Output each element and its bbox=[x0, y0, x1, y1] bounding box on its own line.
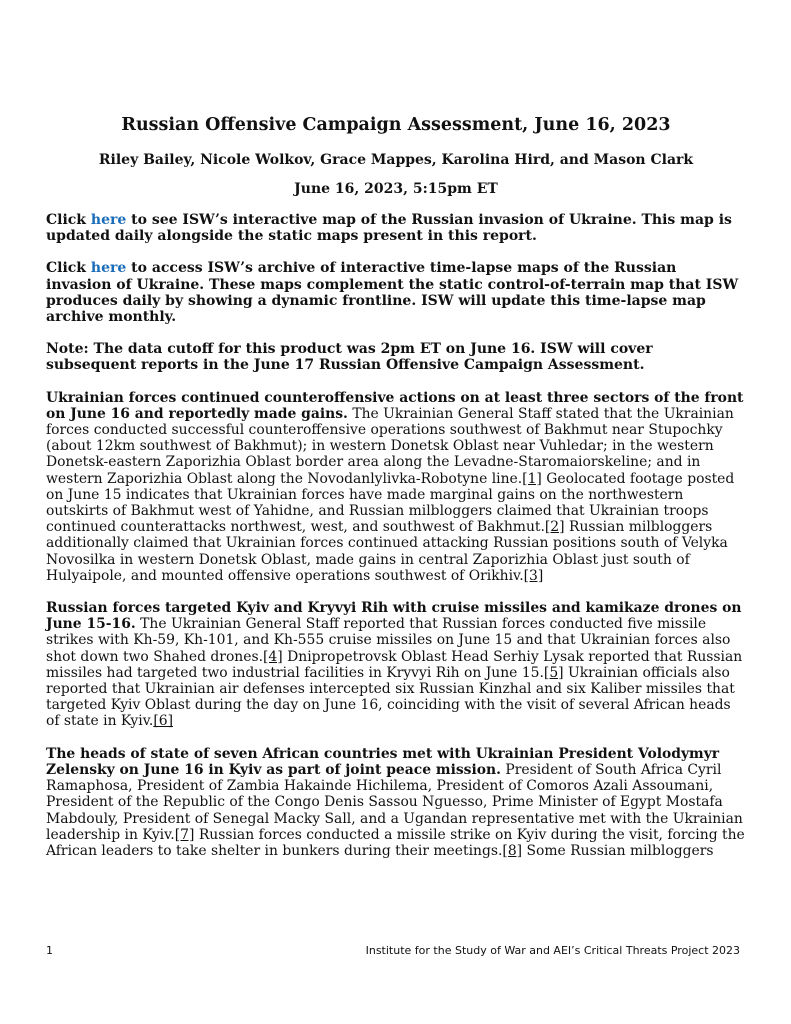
paragraph-lead: Ukrainian forces continued counteroffensive actions on at least three sectors of the front on June 16 and reportedly made gains. bbox=[46, 389, 744, 422]
report-title: Russian Offensive Campaign Assessment, June 16, 2023 bbox=[121, 115, 671, 135]
missile-strikes-paragraph: Russian forces targeted Kyiv and Kryvyi Rih with cruise missiles and kamikaze drones on June 15-16. The Ukrainian General Staff reported that Russian forces conducted five missile strikes with Kh-59, Kh-101, and Kh-555 cruise missiles on June 15 and that Ukrainian forces also shot down two Shahed drones.[4] Dnipropetrovsk Oblast Head Serhiy Lysak reported that Russian missiles had targeted two industrial facilities in Kryvyi Rih on June 15.[5] Ukrainian officials also reported that Ukrainian air defenses intercepted six Russian Kinzhal and six Kaliber missiles that targeted Kyiv Oblast during the day on June 16, coinciding with the visit of several African heads of state in Kyiv.[6] bbox=[46, 600, 743, 730]
timelapse-archive-link[interactable]: here bbox=[90, 260, 127, 277]
african-leaders-paragraph: The heads of state of seven African countries met with Ukrainian President Volodymyr Zelensky on June 16 in Kyiv as part of joint peace mission. President of South Africa Cyril Ramaphosa, President of Zambia Hakainde Hichilema, President of Comoros Azali Assoumani, President of the Republic of the Congo Denis Sassou Nguesso, Prime Minister of Egypt Mostafa Mabdouly, President of Senegal Macky Sall, and a Ugandan representative met with the Ukrainian leadership in Kyiv.[7] Russian forces conducted a missile strike on Kyiv during the visit, forcing the African leaders to take shelter in bunkers during their meetings.[8] Some Russian milbloggers bbox=[46, 745, 745, 859]
footnote-link-3[interactable]: [3] bbox=[523, 567, 544, 584]
counteroffensive-paragraph: Ukrainian forces continued counteroffensive actions on at least three sectors of the front on June 16 and reportedly made gains. The Ukrainian General Staff stated that the Ukrainian forces conducted successful counteroffensive operations southwest of Bakhmut near Stupochky (about 12km southwest of Bakhmut); in western Donetsk Oblast near Vuhledar; in the western Donetsk-eastern Zaporizhia Oblast border area along the Levadne-Staromaiorskeline; and in western Zaporizhia Oblast along the Novodanlylivka-Robotyne line.[1] Geolocated footage posted on June 15 indicates that Ukrainian forces have made marginal gains on the northwestern outskirts of Bakhmut west of Yahidne, and Russian milbloggers claimed that Ukrainian troops continued counterattacks northwest, west, and southwest of Bakhmut.[2] Russian milbloggers additionally claimed that Ukrainian forces continued attacking Russian positions south of Velyka Novosilka in western Donetsk Oblast, made gains in central Zaporizhia Oblast just south of Hulyaipole, and mounted offensive operations southwest of Orikhiv.[3] bbox=[46, 389, 744, 584]
footnote-link-6[interactable]: [6] bbox=[153, 713, 174, 730]
footnote-link-2[interactable]: [2] bbox=[544, 519, 565, 536]
timelapse-archive-paragraph: Click here to access ISW’s archive of interactive time-lapse maps of the Russian invasion of Ukraine. These maps complement the static control-of-terrain map that ISW produces daily by showing a dynamic frontline. ISW will update this time-lapse map archive monthly. bbox=[46, 260, 739, 326]
data-cutoff-note: Note: The data cutoff for this product was 2pm ET on June 16. ISW will cover subsequent reports in the June 17 Russian Offensive Campaign Assessment. bbox=[46, 341, 653, 374]
footnote-link-1[interactable]: [1] bbox=[522, 470, 542, 487]
footnote-link-5[interactable]: [5] bbox=[543, 664, 564, 681]
document-body bbox=[46, 110, 746, 875]
footnote-link-4[interactable]: [4] bbox=[263, 648, 283, 665]
paragraph-lead: The heads of state of seven African countries met with Ukrainian President Volodymyr Zelensky on June 16 in Kyiv as part of joint peace mission. bbox=[46, 745, 720, 778]
interactive-map-paragraph: Click here to see ISW’s interactive map of the Russian invasion of Ukraine. This map is updated daily alongside the static maps present in this report. bbox=[46, 212, 732, 245]
report-authors: Riley Bailey, Nicole Wolkov, Grace Mappes, Karolina Hird, and Mason Clark bbox=[98, 152, 694, 168]
paragraph-lead: Russian forces targeted Kyiv and Kryvyi Rih with cruise missiles and kamikaze drones on June 15-16. bbox=[46, 600, 742, 633]
page-number: 1 bbox=[46, 944, 53, 957]
interactive-map-link[interactable]: here bbox=[90, 212, 127, 228]
footer-organization: Institute for the Study of War and AEI’s Critical Threats Project 2023 bbox=[365, 944, 740, 957]
footnote-link-7[interactable]: [7] bbox=[174, 826, 195, 843]
report-date: June 16, 2023, 5:15pm ET bbox=[294, 181, 498, 197]
footnote-link-8[interactable]: [8] bbox=[502, 842, 523, 859]
